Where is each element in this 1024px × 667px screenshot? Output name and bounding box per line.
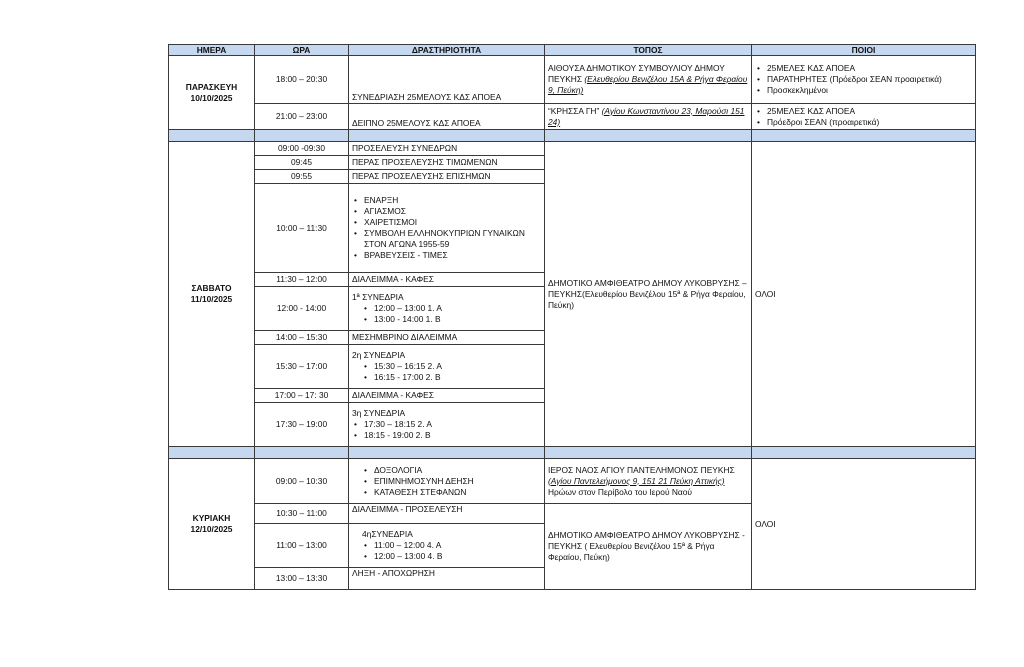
place-address: (Ελευθερίου Βενιζέλου 15Α & Ρήγα Φεραίου 9, Πεύκη) (548, 74, 748, 95)
day-date: 12/10/2025 (190, 524, 233, 534)
session-title: 4ηΣΥΝΕΔΡΙΑ (362, 529, 413, 539)
who-cell: ΟΛΟΙ (752, 459, 976, 590)
place-text: ΔΗΜΟΤΙΚΟ ΑΜΦΙΘΕΑΤΡΟ ΔΗΜΟΥ ΛΥΚΟΒΡΥΣΗΣ - ΠΕΥΚΗΣ ( Ελευθερίου Βενιζέλου 15ª & Ρήγα Φεραίου, Πεύκη) (548, 530, 745, 562)
header-activity: ΔΡΑΣΤΗΡΙΟΤΗΤΑ (349, 45, 545, 56)
list-item: • 17:30 – 18:15 2. Α (352, 419, 541, 430)
activity-cell: ΠΡΟΣΕΛΕΥΣΗ ΣΥΝΕΔΡΩΝ (349, 142, 545, 156)
header-day: ΗΜΕΡΑ (169, 45, 255, 56)
place-address: (Αγίου Κωνσταντίνου 23, Μαρούσι 151 24) (548, 105, 745, 127)
day-date: 11/10/2025 (190, 294, 233, 304)
place-name: ΑΙΘΟΥΣΑ ΔΗΜΟΤΙΚΟΥ ΣΥΜΒΟΥΛΙΟΥ ΔΗΜΟΥ ΠΕΥΚΗΣ (548, 63, 725, 84)
activity-cell: ΠΕΡΑΣ ΠΡΟΣΕΛΕΥΣΗΣ ΕΠΙΣΗΜΩΝ (349, 170, 545, 184)
session-title: 1ª ΣΥΝΕΔΡΙΑ (352, 292, 404, 302)
list-item: • 25ΜΕΛΕΣ ΚΔΣ ΑΠΟΕΑ (755, 106, 972, 117)
header-place: ΤΟΠΟΣ (545, 45, 752, 56)
activity-cell (349, 459, 545, 504)
list-item: • 11:00 – 12:00 4. Α (352, 540, 541, 551)
day-date: 10/10/2025 (190, 92, 233, 103)
list-item: • ΕΝΑΡΞΗ (352, 195, 541, 206)
session-title: 3η ΣΥΝΕΔΡΙΑ (352, 408, 406, 418)
activity-cell (349, 287, 545, 331)
time-cell: 17:30 – 19:00 (255, 403, 349, 447)
place-name: “ΚΡΗΣΣΑ ΓΗ” (548, 105, 602, 116)
who-cell (752, 56, 976, 104)
time-cell: 10:00 – 11:30 (255, 184, 349, 273)
day-name: ΣΑΒΒΑΤΟ (191, 283, 232, 293)
place-cell (545, 459, 752, 504)
header-time: ΩΡΑ (255, 45, 349, 56)
list-item: • Προσκεκλημένοι (755, 85, 972, 96)
place-cell (545, 142, 752, 447)
time-cell: 09:55 (255, 170, 349, 184)
place-name: ΙΕΡΟΣ ΝΑΟΣ ΑΓΙΟΥ ΠΑΝΤΕΛΗΜΟΝΟΣ ΠΕΥΚΗΣ (548, 464, 735, 475)
activity-cell (349, 403, 545, 447)
time-cell: 09:00 – 10:30 (255, 459, 349, 504)
activity-cell: ΠΕΡΑΣ ΠΡΟΣΕΛΕΥΣΗΣ ΤΙΜΩΜΕΝΩΝ (349, 156, 545, 170)
separator-row (169, 447, 976, 459)
activity-cell: ΜΕΣΗΜΒΡΙΝΟ ΔΙΑΛΕΙΜΜΑ (349, 331, 545, 345)
time-cell: 18:00 – 20:30 (255, 56, 349, 104)
list-item: • ΚΑΤΑΘΕΣΗ ΣΤΕΦΑΝΩΝ (352, 487, 541, 498)
time-cell: 21:00 – 23:00 (255, 104, 349, 130)
time-cell: 09:45 (255, 156, 349, 170)
header-who: ΠΟΙΟΙ (752, 45, 976, 56)
session-title: 2η ΣΥΝΕΔΡΙΑ (352, 350, 406, 360)
activity-cell: ΔΙΑΛΕΙΜΜΑ - ΚΑΦΕΣ (349, 273, 545, 287)
list-item: • ΠΑΡΑΤΗΡΗΤΕΣ (Πρόεδροι ΣΕΑΝ προαιρετικά) (755, 74, 972, 85)
list-item: • 16:15 - 17:00 2. Β (352, 372, 541, 383)
header-row (169, 45, 976, 56)
place-cell (545, 56, 752, 104)
time-cell: 15:30 – 17:00 (255, 345, 349, 389)
time-cell: 12:00 - 14:00 (255, 287, 349, 331)
time-cell: 14:00 – 15:30 (255, 331, 349, 345)
schedule-table (168, 44, 976, 590)
day-name: ΚΥΡΙΑΚΗ (192, 513, 231, 523)
time-cell: 10:30 – 11:00 (255, 504, 349, 524)
list-item: • 12:00 – 13:00 1. Α (352, 303, 541, 314)
list-item: • 12:00 – 13:00 4. Β (352, 551, 541, 562)
list-item: • ΒΡΑΒΕΥΣΕΙΣ - ΤΙΜΕΣ (352, 250, 541, 261)
day-cell-saturday (169, 142, 255, 447)
activity-cell: ΛΗΞΗ - ΑΠΟΧΩΡΗΣΗ (349, 568, 545, 590)
list-item: • ΣΥΜΒΟΛΗ ΕΛΛΗΝΟΚΥΠΡΙΩΝ ΓΥΝΑΙΚΩΝ ΣΤΟΝ ΑΓΩΝΑ 1955-59 (352, 228, 541, 250)
list-item: • ΧΑΙΡΕΤΙΣΜΟΙ (352, 217, 541, 228)
place-note: Ηρώων στον Περίβολο του Ιερού Ναού (548, 486, 692, 497)
day-name: ΠΑΡΑΣΚΕΥΗ (185, 81, 238, 92)
list-item: • 13:00 - 14:00 1. Β (352, 314, 541, 325)
activity-cell: ΔΙΑΛΕΙΜΜΑ - ΚΑΦΕΣ (349, 389, 545, 403)
day-cell-sunday (169, 459, 255, 590)
table-row (169, 104, 976, 130)
time-cell: 13:00 – 13:30 (255, 568, 349, 590)
list-item: • ΕΠΙΜΝΗΜΟΣΥΝΗ ΔΕΗΣΗ (352, 476, 541, 487)
list-item: • 25ΜΕΛΕΣ ΚΔΣ ΑΠΟΕΑ (755, 63, 972, 74)
table-row (169, 142, 976, 156)
place-text: ΔΗΜΟΤΙΚΟ ΑΜΦΙΘΕΑΤΡΟ ΔΗΜΟΥ ΛΥΚΟΒΡΥΣΗΣ – ΠΕΥΚΗΣ(Ελευθερίου Βενιζέλου 15ª & Ρήγα Φεραίου, Πεύκη) (548, 277, 747, 310)
activity-cell: ΔΙΑΛΕΙΜΜΑ - ΠΡΟΣΕΛΕΥΣΗ (349, 504, 545, 524)
activity-cell (349, 345, 545, 389)
activity-cell: ΣΥΝΕΔΡΙΑΣΗ 25ΜΕΛΟΥΣ ΚΔΣ ΑΠΟΕΑ (349, 56, 545, 104)
list-item: • ΔΟΞΟΛΟΓΙΑ (352, 465, 541, 476)
time-cell: 11:30 – 12:00 (255, 273, 349, 287)
who-cell (752, 104, 976, 130)
place-cell (545, 104, 752, 130)
day-cell-friday (169, 56, 255, 130)
who-cell: ΟΛΟΙ (752, 142, 976, 447)
place-address: (Αγίου Παντελεήμονος 9, 151 21 Πεύκη Αττικής) (548, 475, 725, 486)
time-cell: 11:00 – 13:00 (255, 524, 349, 568)
activity-cell (349, 184, 545, 273)
activity-cell: ΔΕΙΠΝΟ 25ΜΕΛΟΥΣ ΚΔΣ ΑΠΟΕΑ (349, 104, 545, 130)
table-row (169, 56, 976, 104)
list-item: • 18:15 - 19:00 2. Β (352, 430, 541, 441)
time-cell: 17:00 – 17: 30 (255, 389, 349, 403)
list-item: • ΑΓΙΑΣΜΟΣ (352, 206, 541, 217)
place-cell (545, 504, 752, 590)
separator-row (169, 130, 976, 142)
table-row (169, 459, 976, 504)
list-item: • Πρόεδροι ΣΕΑΝ (προαιρετικά) (755, 117, 972, 128)
time-cell: 09:00 -09:30 (255, 142, 349, 156)
activity-cell (349, 524, 545, 568)
list-item: • 15:30 – 16:15 2. Α (352, 361, 541, 372)
